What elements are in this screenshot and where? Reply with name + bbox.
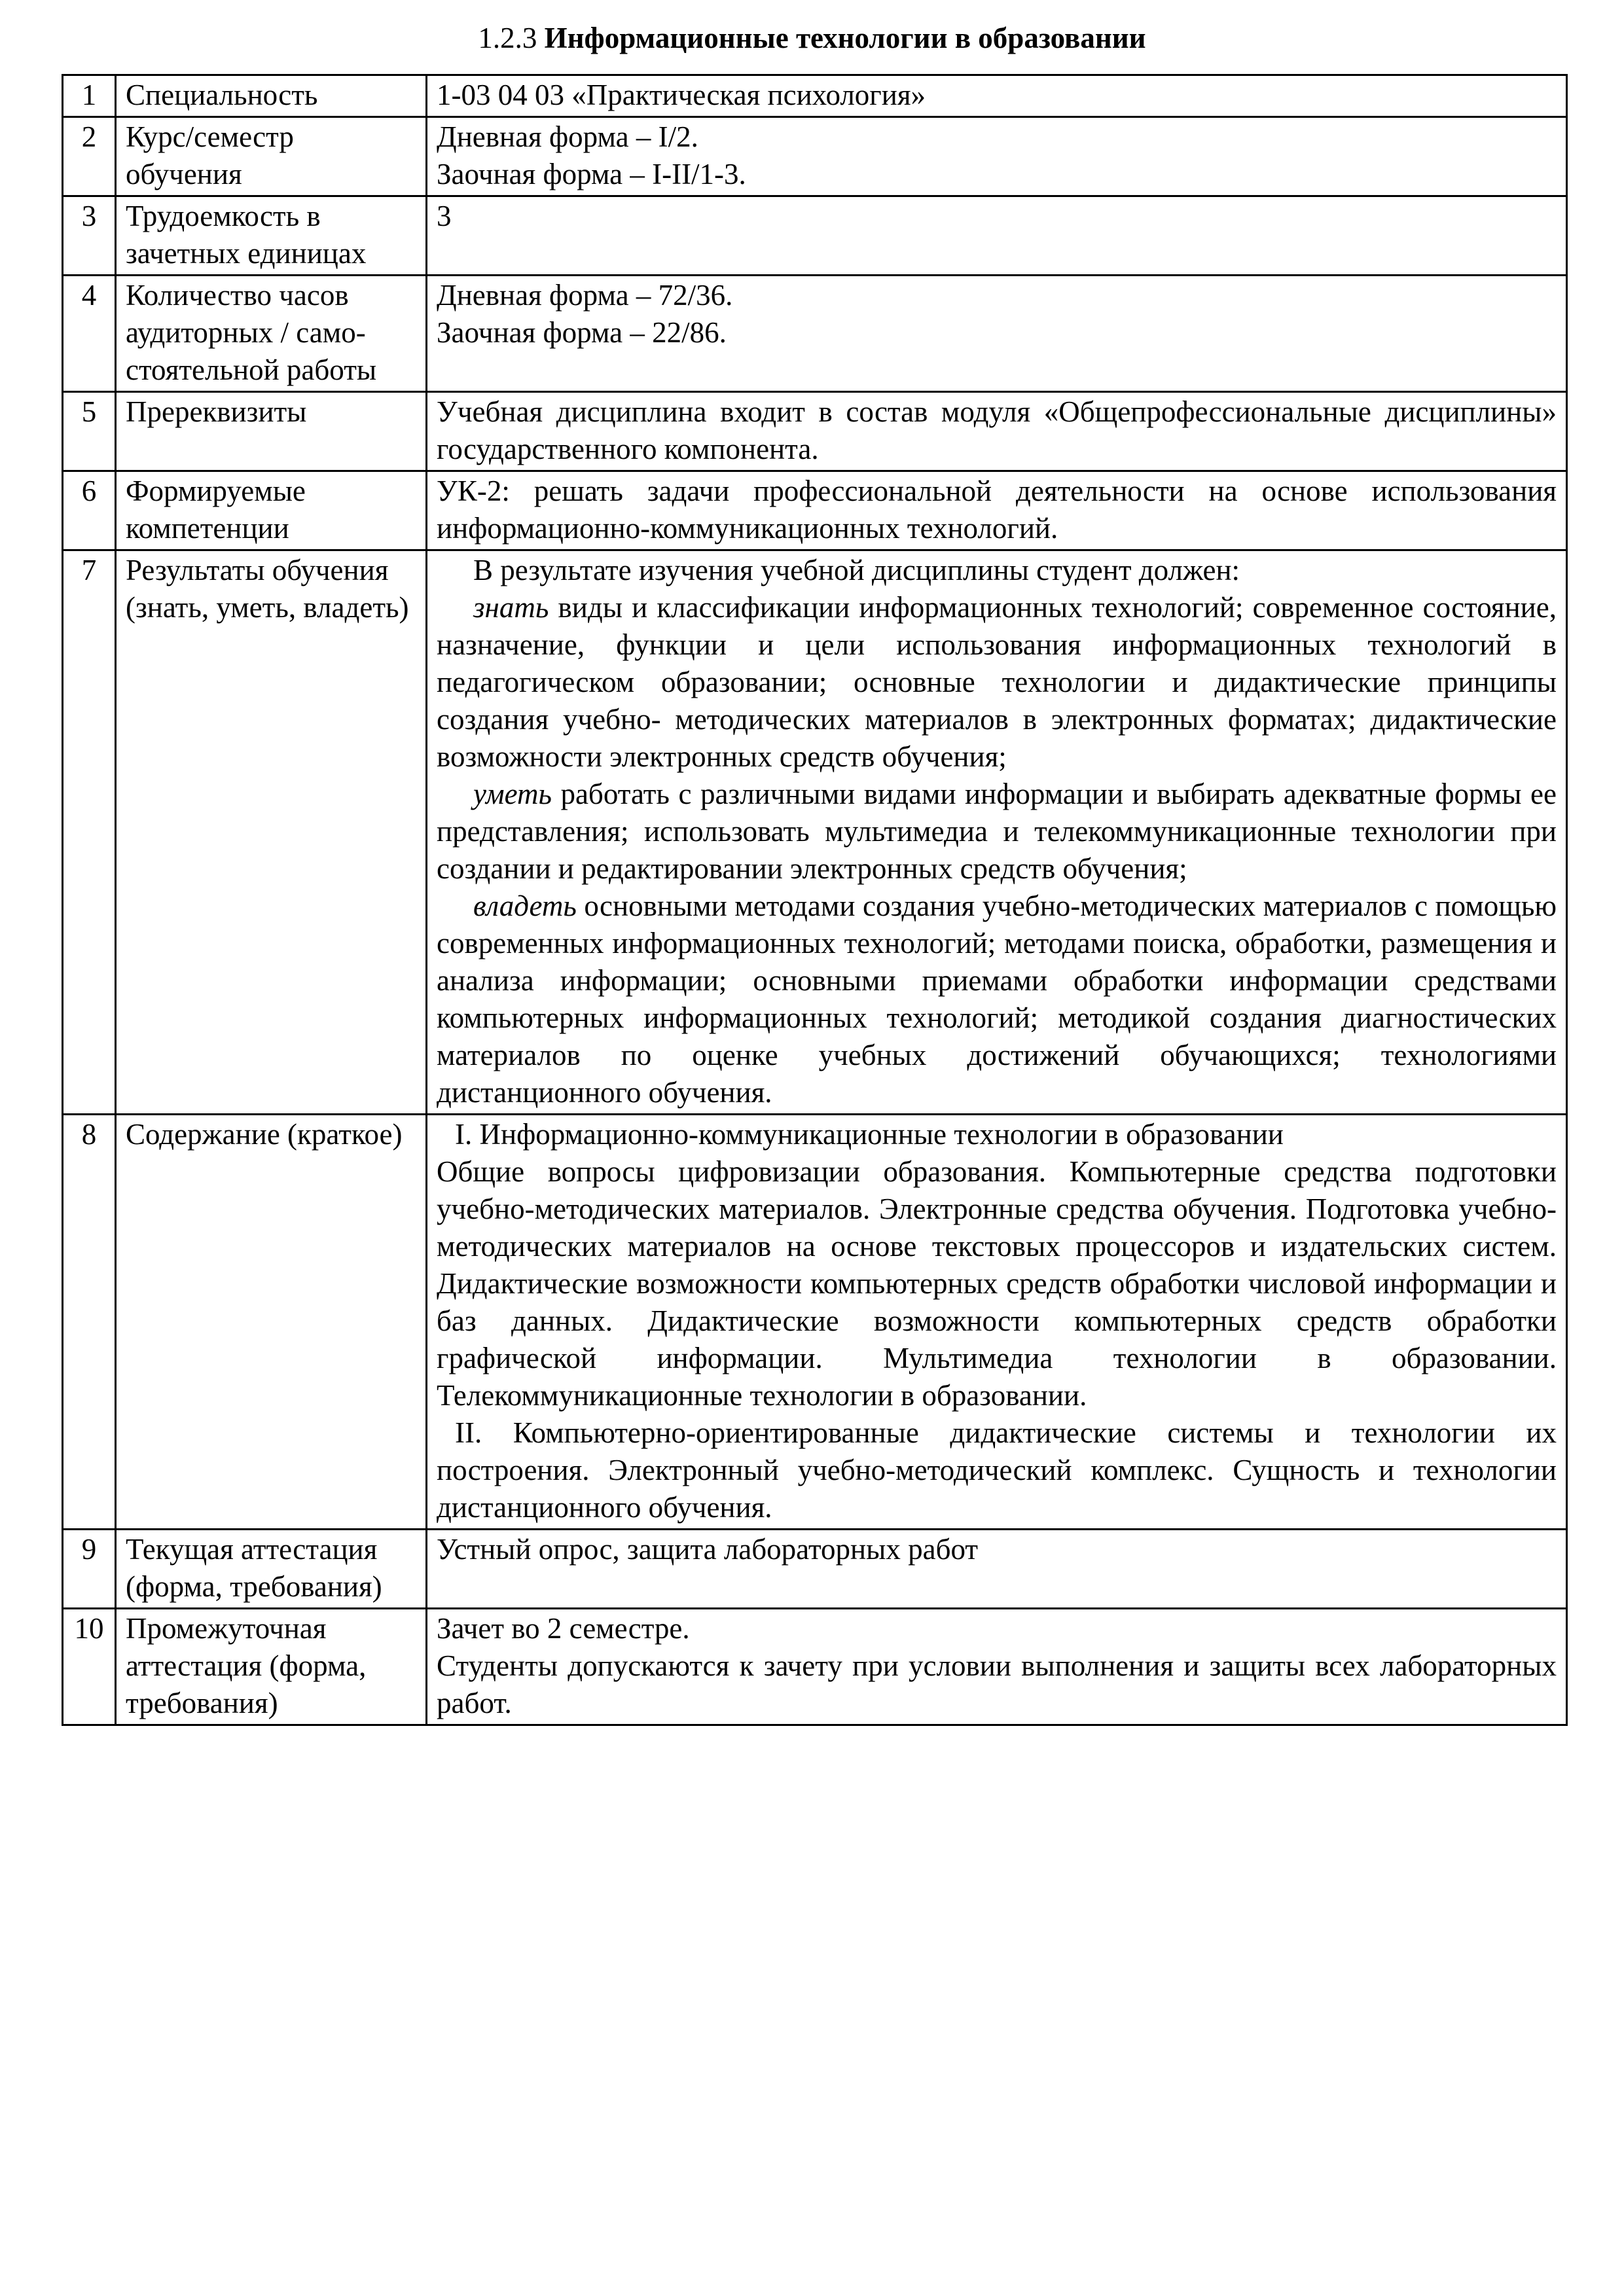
table-row: [63, 1530, 1567, 1609]
table-row: [63, 276, 1567, 392]
row-label: Текущая аттестация (форма, требования): [116, 1530, 427, 1609]
results-own: [437, 888, 1557, 1111]
value-line: Зачет во 2 семестре.: [437, 1612, 690, 1645]
row-label: Трудоемкость в зачетных единицах: [116, 196, 427, 276]
content-section-2-text: II. Компьютерно-ориентированные дидактические системы и технологии их построения. Электронный учебно-методический комплекс. Сущность и технологии дистанционного обучения.: [437, 1416, 1557, 1524]
page-title: [0, 18, 1624, 58]
value-text: УК-2: решать задачи профессиональной деятельности на основе использования информационно-коммуникационных технологий.: [437, 475, 1557, 545]
table-row: [63, 196, 1567, 276]
results-intro: В результате изучения учебной дисциплины студент должен:: [473, 554, 1240, 586]
row-number: 1: [63, 75, 116, 117]
know-term: знать: [473, 591, 549, 624]
row-value: [427, 392, 1567, 471]
row-value: [427, 550, 1567, 1115]
section-title: Информационные технологии в образовании: [544, 22, 1146, 54]
row-number: 7: [63, 550, 116, 1115]
value-text: 3: [437, 200, 452, 232]
value-line: Дневная форма – I/2.: [437, 120, 698, 153]
row-label: Специальность: [116, 75, 427, 117]
row-label: Содержание (краткое): [116, 1115, 427, 1530]
table-row: [63, 550, 1567, 1115]
row-number: 4: [63, 276, 116, 392]
value-text: 1-03 04 03 «Практическая психология»: [437, 79, 926, 111]
value-text: Устный опрос, защита лабораторных работ: [437, 1533, 979, 1566]
row-value: [427, 196, 1567, 276]
table-row: [63, 75, 1567, 117]
row-number: 3: [63, 196, 116, 276]
row-value: [427, 1530, 1567, 1609]
row-label: Курс/семестр обучения: [116, 117, 427, 196]
can-text: работать с различными видами информации и выбирать адекватные формы ее представления; использовать мультимедиа и телекоммуникационные технологии при создании и редактировании электронных средств обучения;: [437, 778, 1557, 885]
row-value: [427, 471, 1567, 550]
row-number: 6: [63, 471, 116, 550]
value-line: Заочная форма – 22/86.: [437, 316, 727, 349]
results-know: [437, 589, 1557, 776]
row-value: [427, 75, 1567, 117]
table-row: [63, 1115, 1567, 1530]
row-number: 9: [63, 1530, 116, 1609]
content-section-1-text: Общие вопросы цифровизации образования. Компьютерные средства подготовки учебно-методических материалов. Электронные средства обучения. Подготовка учебно-методических материалов на основе текстовых процессоров и издательских систем. Дидактические возможности компьютерных средств обработки числовой информации и баз данных. Дидактические возможности компьютерных средств обработки графической информации. Мультимедиа технологии в образовании. Телекоммуникационные технологии в образовании.: [437, 1155, 1557, 1412]
row-label: Пререквизиты: [116, 392, 427, 471]
value-line: Студенты допускаются к зачету при условии выполнения и защиты всех лабораторных работ.: [437, 1649, 1557, 1719]
syllabus-table: [62, 74, 1568, 1726]
row-number: 8: [63, 1115, 116, 1530]
row-value: [427, 276, 1567, 392]
value-text: Учебная дисциплина входит в состав модуля «Общепрофессиональные дисциплины» государственного компонента.: [437, 395, 1557, 465]
can-term: уметь: [473, 778, 552, 810]
row-label: Количество часов аудиторных / само-стоятельной работы: [116, 276, 427, 392]
table-row: [63, 1609, 1567, 1725]
own-term: владеть: [473, 889, 577, 922]
results-can: [437, 776, 1557, 888]
row-number: 5: [63, 392, 116, 471]
content-section-1-title: I. Информационно-коммуникационные технологии в образовании: [455, 1118, 1284, 1151]
row-number: 2: [63, 117, 116, 196]
row-number: 10: [63, 1609, 116, 1725]
section-number: 1.2.3: [478, 22, 537, 54]
value-line: Дневная форма – 72/36.: [437, 279, 733, 312]
value-line: Заочная форма – I-II/1-3.: [437, 158, 746, 190]
know-text: виды и классификации информационных технологий; современное состояние, назначение, функции и цели использования информационных технологий в педагогическом образовании; основные технологии и дидактические принципы создания учебно- методических материалов в электронных форматах; дидактические возможности электронных средств обучения;: [437, 591, 1557, 773]
table-row: [63, 117, 1567, 196]
row-label: Результаты обучения (знать, уметь, владеть): [116, 550, 427, 1115]
own-text: основными методами создания учебно-методических материалов с помощью современных информационных технологий; методами поиска, обработки, размещения и анализа информации; основными приемами обработки информации средствами компьютерных информационных технологий; методикой создания диагностических материалов по оценке учебных достижений обучающихся; технологиями дистанционного обучения.: [437, 889, 1557, 1109]
row-value: [427, 1115, 1567, 1530]
row-value: [427, 117, 1567, 196]
table-row: [63, 392, 1567, 471]
row-value: [427, 1609, 1567, 1725]
row-label: Формируемые компетенции: [116, 471, 427, 550]
row-label: Промежуточная аттестация (форма, требования): [116, 1609, 427, 1725]
table-row: [63, 471, 1567, 550]
